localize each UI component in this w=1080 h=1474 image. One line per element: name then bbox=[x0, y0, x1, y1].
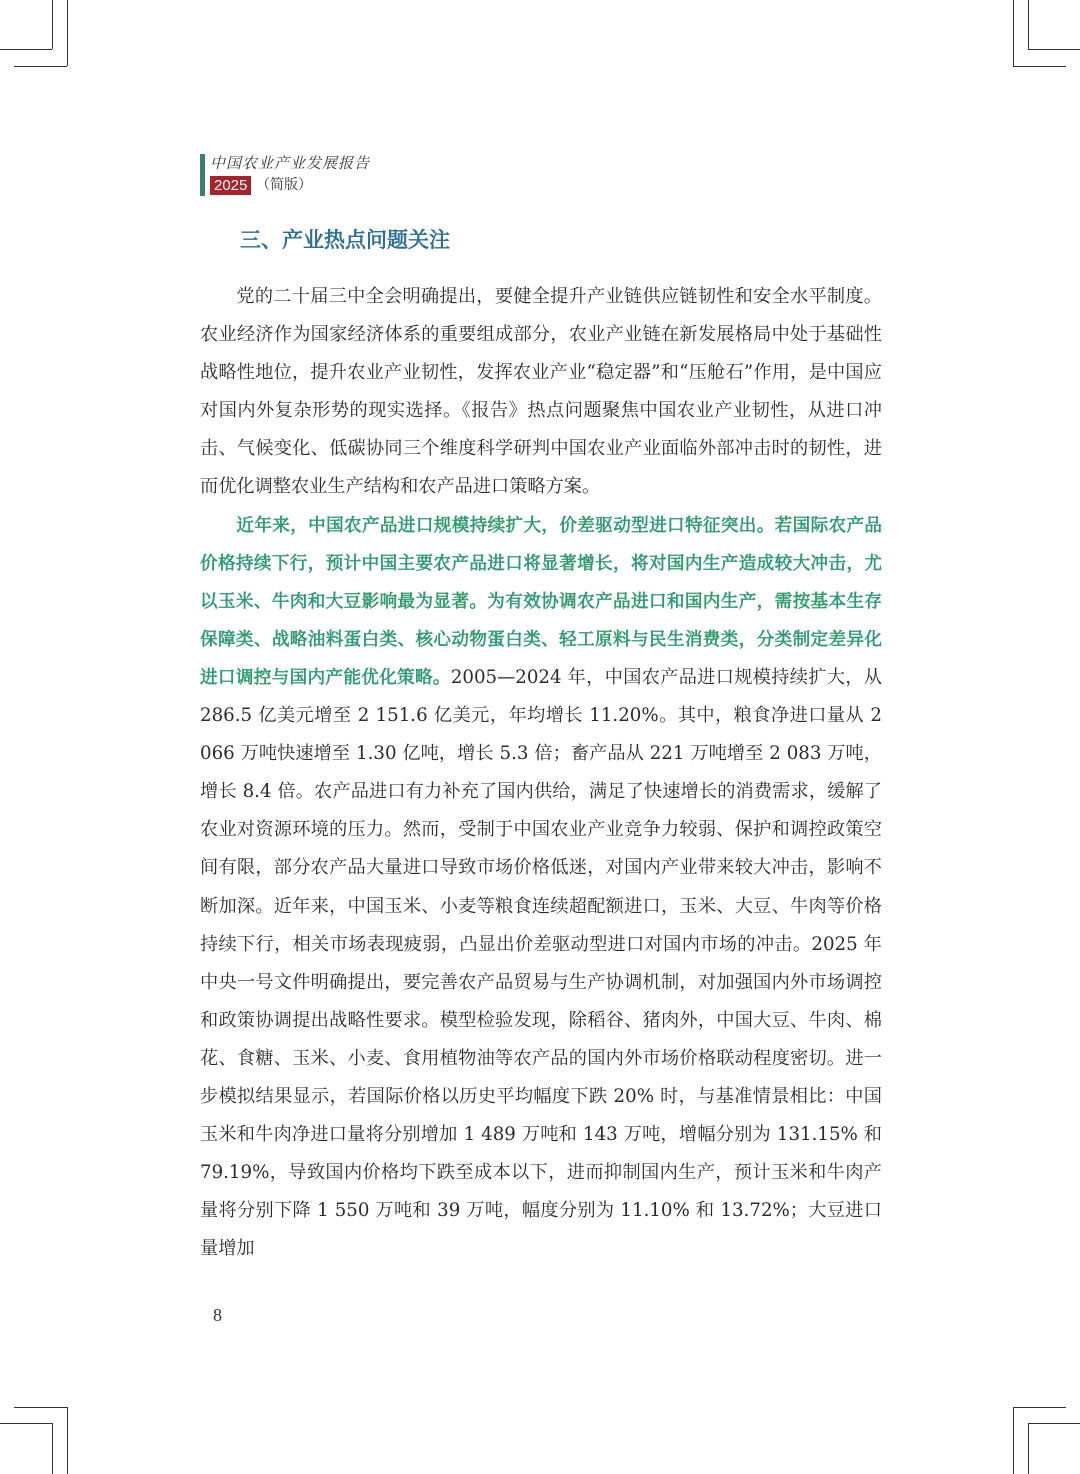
crop-mark-top-right-h bbox=[1028, 49, 1080, 50]
crop-mark-top-left-h2 bbox=[14, 66, 67, 67]
highlighted-summary: 近年来，中国农产品进口规模持续扩大，价差驱动型进口特征突出。若国际农产品价格持续下行，预计中国主要农产品进口将显著增长，将对国内生产造成较大冲击，尤以玉米、牛肉和大豆影响最为显著。为有效协调农产品进口和国内生产，需按基本生存保障类、战略油料蛋白类、核心动物蛋白类、轻工原料与民生消费类，分类制定差异化进口调控与国内产能优化策略。 bbox=[200, 515, 882, 688]
crop-mark-top-left-v2 bbox=[67, 0, 68, 66]
crop-mark-top-right-v bbox=[1028, 0, 1029, 49]
crop-mark-top-left-h bbox=[0, 49, 52, 50]
paragraph-1: 党的二十届三中全会明确提出，要健全提升产业链供应链韧性和安全水平制度。农业经济作为国家经济体系的重要组成部分，农业产业链在新发展格局中处于基础性战略性地位，提升农业产业韧性，发挥农业产业“稳定器”和“压舱石”作用，是中国应对国内外复杂形势的现实选择。《报告》热点问题聚焦中国农业产业韧性，从进口冲击、气候变化、低碳协同三个维度科学研判中国农业产业面临外部冲击时的韧性，进而优化调整农业生产结构和农产品进口策略方案。 bbox=[200, 286, 882, 498]
section-title: 三、产业热点问题关注 bbox=[240, 228, 450, 252]
header-edition: （简版） bbox=[256, 177, 312, 193]
crop-mark-bottom-right-v bbox=[1028, 1423, 1029, 1474]
crop-mark-top-right-h2 bbox=[1013, 66, 1066, 67]
header-accent-bar bbox=[200, 154, 205, 196]
body-text bbox=[200, 278, 882, 1268]
paragraph-2-text: 2005—2024 年，中国农产品进口规模持续扩大，从 286.5 亿美元增至 2 151.6 亿美元，年均增长 11.20%。其中，粮食净进口量从 2 066 万吨快速增至 1.30 亿吨，增长 5.3 倍；畜产品从 221 万吨增至 2 083 万吨，增长 8.4 倍。农产品进口有力补充了国内供给，满足了快速增长的消费需求，缓解了农业对资源环境的压力。然而，受制于中国农业产业竞争力较弱、保护和调控政策空间有限，部分农产品大量进口导致市场价格低迷，对国内产业带来较大冲击，影响不断加深。近年来，中国玉米、小麦等粮食连续超配额进口，玉米、大豆、牛肉等价格持续下行，相关市场表现疲弱，凸显出价差驱动型进口对国内市场的冲击。2025 年中央一号文件明确提出，要完善农产品贸易与生产协调机制，对加强国内外市场调控和政策协调提出战略性要求。模型检验发现，除稻谷、猪肉外，中国大豆、牛肉、棉花、食糖、玉米、小麦、食用植物油等农产品的国内外市场价格联动程度密切。进一步模拟结果显示，若国际价格以历史平均幅度下跌 20% 时，与基准情景相比：中国玉米和牛肉净进口量将分别增加 1 489 万吨和 143 万吨，增幅分别为 131.15% 和 79.19%，导致国内价格均下跌至成本以下，进而抑制国内生产，预计玉米和牛肉产量将分别下降 1 550 万吨和 39 万吨，幅度分别为 11.10% 和 13.72%；大豆进口量增加 bbox=[200, 666, 882, 1260]
crop-mark-bottom-right-v2 bbox=[1013, 1407, 1014, 1474]
page-number: 8 bbox=[213, 1305, 222, 1325]
paragraph-2 bbox=[200, 507, 882, 1269]
crop-mark-bottom-left-v bbox=[52, 1423, 53, 1474]
crop-mark-bottom-left-h bbox=[0, 1423, 52, 1424]
crop-mark-bottom-left-v2 bbox=[67, 1407, 68, 1474]
header-title: 中国农业产业发展报告 bbox=[210, 154, 371, 172]
crop-mark-bottom-right-h2 bbox=[1013, 1407, 1066, 1408]
crop-mark-bottom-right-h bbox=[1028, 1423, 1080, 1424]
header-year-badge: 2025 bbox=[210, 176, 251, 195]
crop-mark-bottom-left-h2 bbox=[14, 1407, 67, 1408]
crop-mark-top-left-v bbox=[52, 0, 53, 49]
crop-mark-top-right-v2 bbox=[1013, 0, 1014, 66]
